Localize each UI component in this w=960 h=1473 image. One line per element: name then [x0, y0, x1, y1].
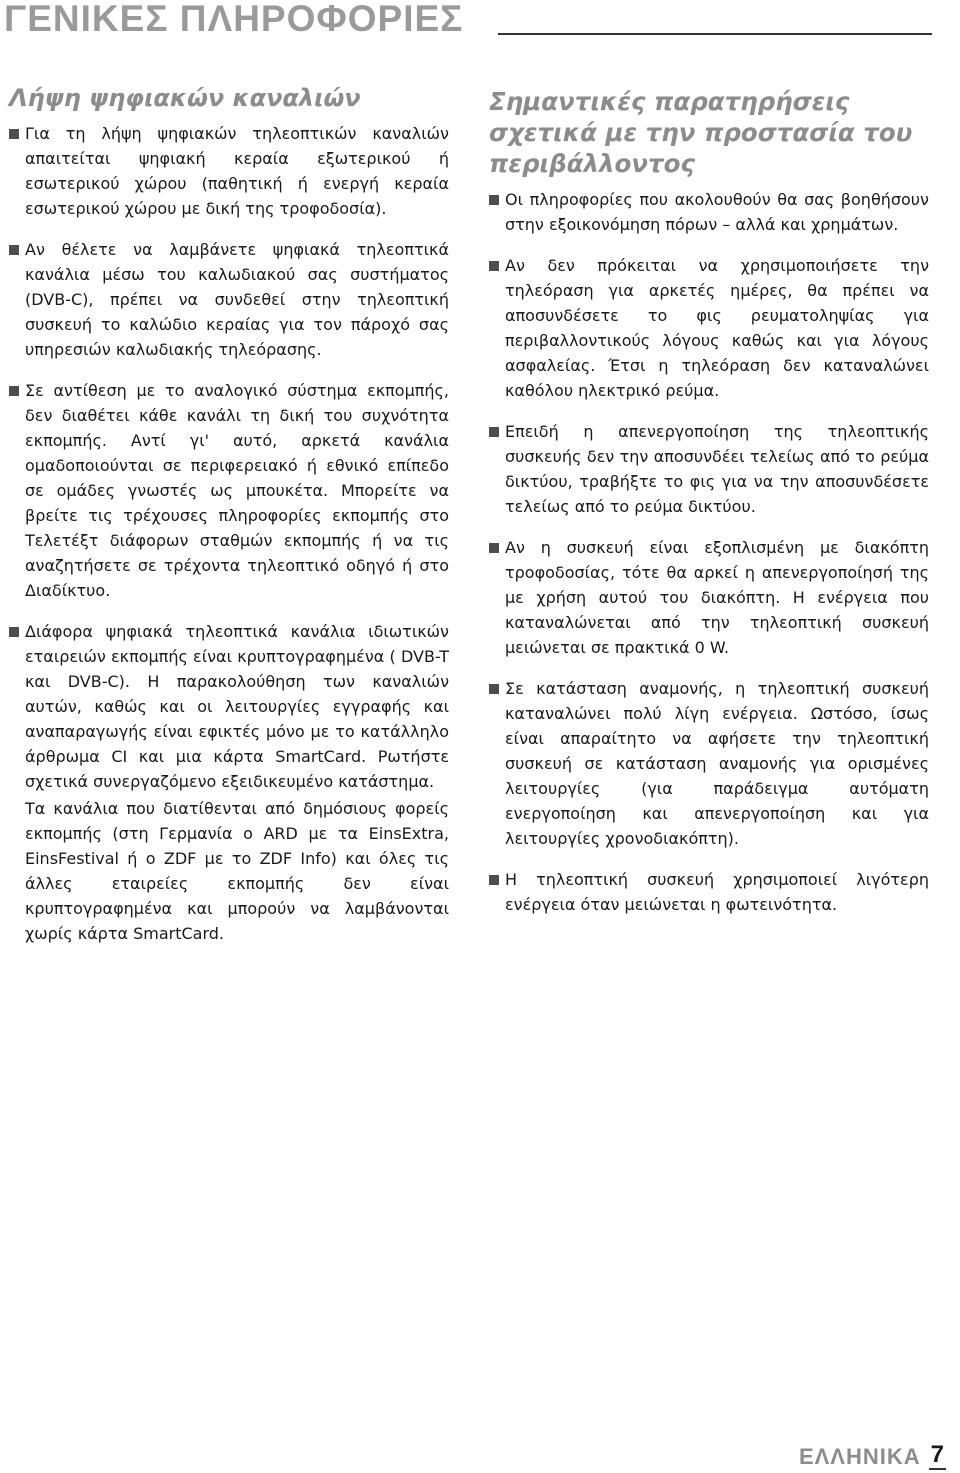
body-paragraph: Τα κανάλια που διατίθενται από δημόσιους φορείς εκπομπής (στη Γερμανία ο ARD με τα EinsExtra, EinsFestival ή ο ZDF με το ZDF Info) και όλες τις άλλες εταιρείες εκπομπής δεν είναι κρυπτογραφημένα και μπορούν να λαμβάνονται χωρίς κάρτα SmartCard.	[25, 799, 449, 943]
header-rule	[498, 33, 932, 35]
list-item-text: Αν η συσκευή είναι εξοπλισμένη με διακόπτη τροφοδοσίας, τότε θα αρκεί η απενεργοποίησή της με χρήση αυτού του διακόπτη. Η ενέργεια που καταναλώνεται από την τηλεοπτική συσκευή μειώνεται σε πρακτικά 0 W.	[505, 538, 929, 657]
list-item	[489, 535, 929, 660]
list-item-text: Σε κατάσταση αναμονής, η τηλεοπτική συσκευή καταναλώνει πολύ λίγη ενέργεια. Ωστόσο, ίσως είναι απαραίτητο να αφήσετε την τηλεοπτική συσκευή σε κατάσταση αναμονής για ορισμένες λειτουργίες (για παράδειγμα αυτόματη ενεργοποίηση και απενεργοποίηση και για λειτουργίες χρονοδιακόπτη).	[505, 679, 929, 848]
list-item	[9, 237, 449, 362]
list-item-text: Αν θέλετε να λαμβάνετε ψηφιακά τηλεοπτικά κανάλια μέσω του καλωδιακού σας συστήματος (DVB-C), πρέπει να συνδεθεί στην τηλεοπτική συσκευή το καλώδιο κεραίας για τον πάροχό σας υπηρεσιών καλωδιακής τηλεόρασης.	[25, 240, 449, 359]
page-number: 7	[930, 1441, 944, 1468]
list-item-text: Σε αντίθεση με το αναλογικό σύστημα εκπομπής, δεν διαθέτει κάθε κανάλι τη δική του συχνότητα εκπομπής. Αντί γι' αυτό, αρκετά κανάλια ομαδοποιούνται σε περιφερειακό ή εθνικό επίπεδο σε ομάδες γνωστές ως μπουκέτα. Μπορείτε να βρείτε τις τρέχουσες πληροφορίες εκπομπής στο Τελετέξτ διάφορων σταθμών εκπομπής ή να τις αναζητήσετε σε τρέχοντα τηλεοπτικό οδηγό ή στο Διαδίκτυο.	[25, 381, 449, 600]
section-heading-digital-channels: Λήψη ψηφιακών καναλιών	[9, 84, 361, 112]
list-item	[9, 378, 449, 603]
list-item-text: Διάφορα ψηφιακά τηλεοπτικά κανάλια ιδιωτικών εταιρειών εκπομπής είναι κρυπτογραφημένα ( DVB-T και DVB-C). Η παρακολούθηση των καναλιών αυτών, καθώς και οι λειτουργίες εγγραφής και αναπαραγωγής είναι εφικτές μόνο με το κατάλληλο άρθρωμα CI και μια κάρτα SmartCard. Ρωτήστε σχετικά συνεργαζόμενο εξειδικευμένο κατάστημα.	[25, 622, 449, 791]
square-bullet-icon	[9, 386, 19, 396]
square-bullet-icon	[489, 543, 499, 553]
page-header	[0, 0, 960, 48]
list-item-text: Για τη λήψη ψηφιακών τηλεοπτικών καναλιών απαιτείται ψηφιακή κεραία εξωτερικού ή εσωτερικού χώρου (παθητική ή ενεργή κεραία εσωτερικού χώρου με δική της τροφοδοσία).	[25, 124, 449, 218]
list-item	[489, 253, 929, 403]
list-item	[9, 619, 449, 794]
list-item	[489, 187, 929, 237]
square-bullet-icon	[9, 129, 19, 139]
footer-language: ΕΛΛΗΝΙΚΑ	[798, 1444, 921, 1469]
list-item-text: Αν δεν πρόκειται να χρησιμοποιήσετε την τηλεόραση για αρκετές ημέρες, θα πρέπει να αποσυνδέσετε το φις ρευματοληψίας για περιβαλλοντικούς λόγους καθώς και για λόγους ασφαλείας. Έτσι η τηλεόραση δεν καταναλώνει καθόλου ηλεκτρικό ρεύμα.	[505, 256, 929, 400]
list-item-text: Οι πληροφορίες που ακολουθούν θα σας βοηθήσουν στην εξοικονόμηση πόρων – αλλά και χρημάτων.	[505, 190, 929, 234]
left-column	[9, 82, 449, 946]
square-bullet-icon	[9, 245, 19, 255]
square-bullet-icon	[9, 627, 19, 637]
list-item-text: Επειδή η απενεργοποίηση της τηλεοπτικής συσκευής δεν την αποσυνδέει τελείως από το ρεύμα δικτύου, τραβήξτε το φις για να την αποσυνδέσετε τελείως από το ρεύμα δικτύου.	[505, 422, 929, 516]
list-item-text: Η τηλεοπτική συσκευή χρησιμοποιεί λιγότερη ενέργεια όταν μειώνεται η φωτεινότητα.	[505, 870, 929, 914]
square-bullet-icon	[489, 875, 499, 885]
right-column	[489, 86, 929, 933]
section-heading-environment: Σημαντικές παρατηρήσεις σχετικά με την προστασία του περιβάλλοντος	[489, 87, 913, 178]
list-item	[9, 121, 449, 221]
list-item	[489, 419, 929, 519]
square-bullet-icon	[489, 261, 499, 271]
square-bullet-icon	[489, 684, 499, 694]
square-bullet-icon	[489, 427, 499, 437]
list-item	[489, 676, 929, 851]
list-item	[489, 867, 929, 917]
page-footer	[799, 1436, 946, 1470]
square-bullet-icon	[489, 195, 499, 205]
page-title: ΓΕΝΙΚΕΣ ΠΛΗΡΟΦΟΡΙΕΣ	[4, 0, 464, 39]
